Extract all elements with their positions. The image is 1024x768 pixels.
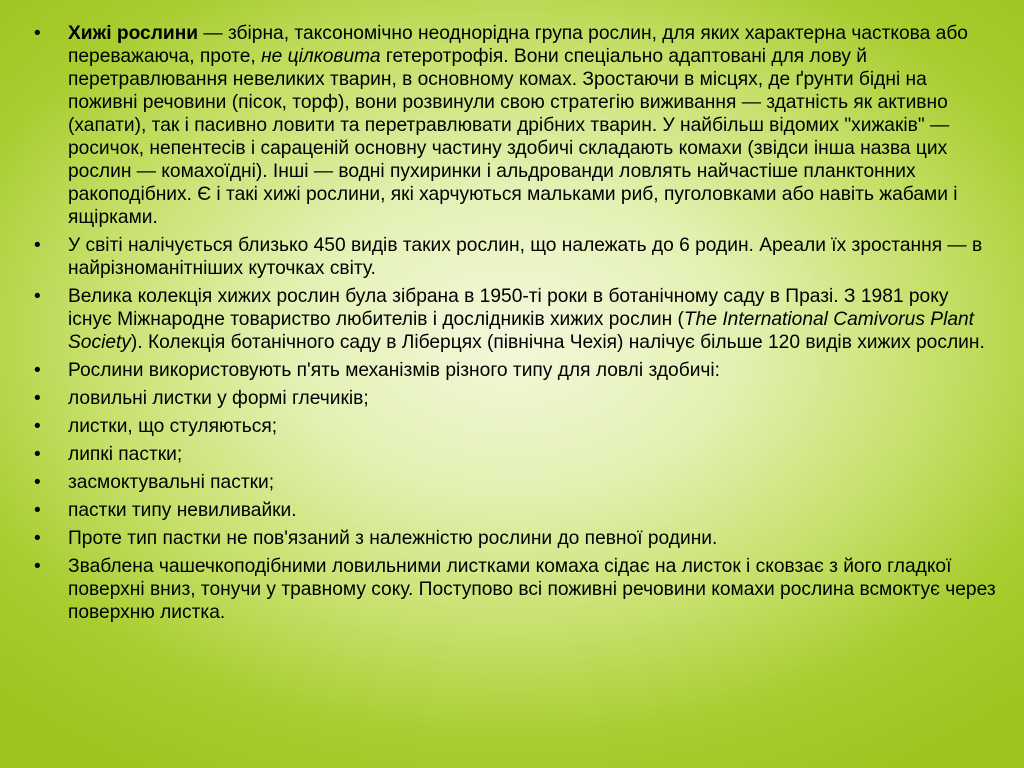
bullet-icon: • (34, 528, 41, 549)
list-item (34, 285, 996, 354)
item-text: Рослини використовують п'ять механізмів різного типу для ловлі здобичі: (68, 360, 721, 381)
bullet-icon: • (34, 444, 41, 465)
item-text: пастки типу невиливайки. (68, 500, 297, 521)
text-italic: The International Camivorus Plant Society (68, 309, 975, 353)
item-text: Зваблена чашечкоподібними ловильними листками комаха сідає на листок і сковзає з його гладкої поверхні вниз, тонучи у травному соку. Поступово всі поживні речовини комахи рослина всмоктує через поверхню листка. (68, 556, 996, 623)
item-text: У світі налічується близько 450 видів таких рослин, що належать до 6 родин. Ареали їх зростання — в найрізноманітніших куточках світу. (68, 235, 983, 279)
text-italic: не цілковита (261, 46, 381, 67)
list-item (34, 415, 996, 438)
bullet-icon: • (34, 23, 41, 44)
text-segment: Велика колекція хижих рослин була зібрана в 1950-ті роки в ботанічному саду в Празі. З 1981 року існує Міжнародне товариство любителів і дослідників хижих рослин ( (68, 286, 949, 330)
bullet-icon: • (34, 360, 41, 381)
list-item (34, 359, 996, 382)
item-text: засмоктувальні пастки; (68, 472, 275, 493)
bullet-icon: • (34, 472, 41, 493)
text-segment: — збірна, таксономічно неоднорідна група рослин, для яких характерна часткова або переважаюча, проте, (68, 23, 968, 67)
term-bold: Хижі рослини (68, 23, 199, 44)
item-text: ловильні листки у формі глечиків; (68, 388, 369, 409)
list-item (34, 555, 996, 624)
list-item (34, 471, 996, 494)
item-text: листки, що стуляються; (68, 416, 278, 437)
list-item (34, 387, 996, 410)
item-text: липкі пастки; (68, 444, 183, 465)
text-segment: гетеротрофія. Вони спеціально адаптовані для лову й перетравлювання невеликих тварин, в основному комах. Зростаючи в місцях, де ґрунти бідні на поживні речовини (пісок, торф), вони розвинули свою стратегію виживання — здатність як активно (хапати), так і пасивно ловити та перетравлювати дрібних тварин. У найбільш відомих "хижаків" — росичок, непентесів і сараценій основну частину здобичі складають комахи (звідси інша назва цих рослин — комахоїдні). Інші — водні пухиринки і альдрованди ловлять найчастіше планктонних ракоподібних. Є і такі хижі рослини, які харчуються мальками риб, пуголовками або навіть жабами і ящірками. (68, 46, 958, 228)
bullet-icon: • (34, 500, 41, 521)
list-item (34, 527, 996, 550)
item-text: Проте тип пастки не пов'язаний з належністю рослини до певної родини. (68, 528, 718, 549)
list-item (34, 22, 996, 229)
list-item (34, 443, 996, 466)
list-item (34, 234, 996, 280)
bullet-icon: • (34, 235, 41, 256)
bullet-icon: • (34, 388, 41, 409)
bullet-icon: • (34, 556, 41, 577)
bullet-icon: • (34, 416, 41, 437)
bullet-list (34, 22, 996, 629)
bullet-icon: • (34, 286, 41, 307)
text-segment: ). Колекція ботанічного саду в Ліберцях (північна Чехія) налічує більше 120 видів хижих рослин. (130, 332, 985, 353)
list-item (34, 499, 996, 522)
